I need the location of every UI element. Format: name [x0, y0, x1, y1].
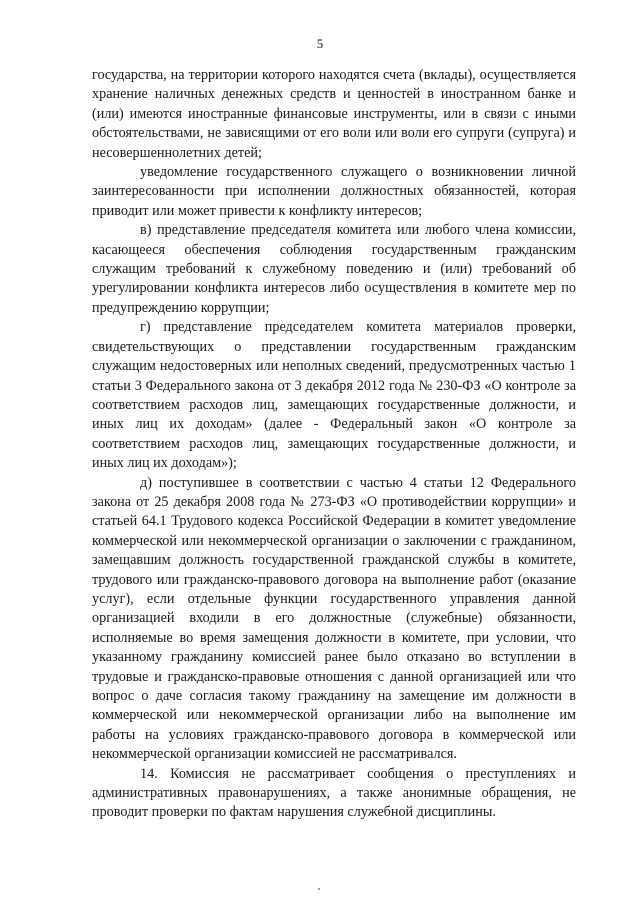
scan-artifact-dot	[318, 888, 320, 890]
paragraph-clause-14: 14. Комиссия не рассматривает сообщения о преступлениях и административных правонарушениях, а также анонимные обращения, не проводит проверки по фактам нарушения служебной дисциплины.	[92, 765, 576, 821]
page-number: 5	[316, 36, 324, 51]
document-body	[92, 66, 576, 823]
paragraph-item-d: д) поступившее в соответствии с частью 4 статьи 12 Федерального закона от 25 декабря 2008 года № 273-ФЗ «О противодействии коррупции» и статьей 64.1 Трудового кодекса Российской Федерации в комитет уведомление коммерческой или некоммерческой организации о заключении с гражданином, замещавшим должность государственной гражданской службы в комитете, трудового или гражданско-правового договора на выполнение работ (оказание услуг), если отдельные функции государственного управления данной организацией входили в его должностные (служебные) обязанности, исполняемые во время замещения должности в комитете, при условии, что указанному гражданину комиссией ранее было отказано во вступлении в трудовые и гражданско-правовые отношения с данной организацией или что вопрос о даче согласия такому гражданину на замещение им должности в коммерческой или некоммерческой организации либо на выполнение им работы на условиях гражданско-правового договора в коммерческой или некоммерческой организации комиссией не рассматривался.	[92, 474, 576, 763]
paragraph-item-g: г) представление председателем комитета материалов проверки, свидетельствующих о представлении государственным гражданским служащим недостоверных или неполных сведений, предусмотренных частью 1 статьи 3 Федерального закона от 3 декабря 2012 года № 230-ФЗ «О контроле за соответствием расходов лиц, замещающих государственные должности, и иных лиц их доходам» (далее - Федеральный закон «О контроле за соответствием расходов лиц, замещающих государственные должности, и иных лиц их доходам»);	[92, 319, 576, 472]
paragraph-continuation: государства, на территории которого находятся счета (вклады), осуществляется хранение наличных денежных средств и ценностей в иностранном банке и (или) имеются иностранные финансовые инструменты, или в связи с иными обстоятельствами, не зависящими от его воли или воли его супруги (супруга) и несовершеннолетних детей;	[92, 67, 576, 161]
paragraph-item-v: в) представление председателя комитета или любого члена комиссии, касающееся обеспечения соблюдения государственным гражданским служащим требований к служебному поведению и (или) требований об урегулировании конфликта интересов либо осуществления в комитете мер по предупреждению коррупции;	[92, 222, 576, 316]
paragraph-notification: уведомление государственного служащего о возникновении личной заинтересованности при исполнении должностных обязанностей, которая приводит или может привести к конфликту интересов;	[92, 164, 576, 219]
